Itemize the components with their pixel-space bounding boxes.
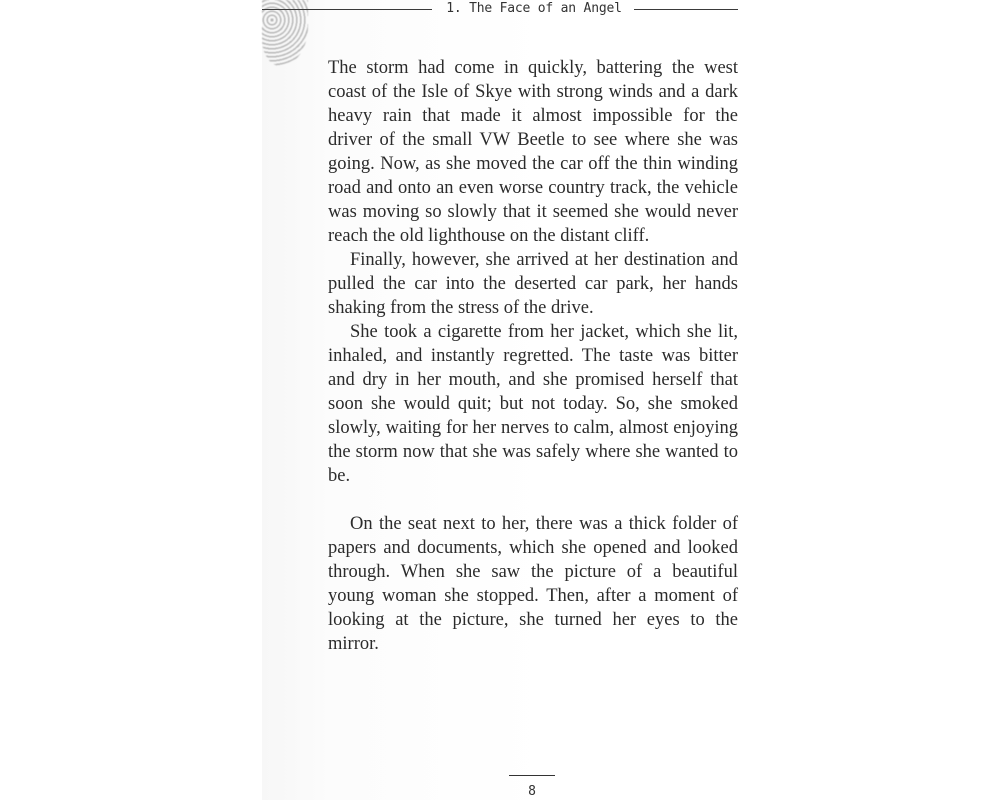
paragraph: On the seat next to her, there was a thick folder of papers and documents, which she opened and looked through. When she saw the picture of a beautiful young woman she stopped. Then, after a moment of looking at the picture, she turned her eyes to the mirror. [328, 514, 738, 654]
body-text [328, 56, 738, 656]
page-number: 8 [528, 784, 536, 799]
paragraph: The storm had come in quickly, battering the west coast of the Isle of Skye with strong winds and a dark heavy rain that made it almost impossible for the driver of the small VW Beetle to see where she was going. Now, as she moved the car off the thin winding road and onto an even worse country track, the vehicle was moving so slowly that it seemed she would never reach the old lighthouse on the distant cliff. [328, 58, 738, 246]
folio-rule [509, 775, 555, 776]
paragraph: She took a cigarette from her jacket, which she lit, inhaled, and instantly regretted. The taste was bitter and dry in her mouth, and she promised herself that soon she would quit; but not today. So, she smoked slowly, waiting for her nerves to calm, almost enjoying the storm now that she was safely where she wanted to be. [328, 322, 738, 486]
running-head: 1. The Face of an Angel [446, 1, 622, 16]
header-rule-right [634, 9, 738, 10]
book-page [262, 0, 738, 800]
header-rule-left [262, 9, 432, 10]
paragraph: Finally, however, she arrived at her destination and pulled the car into the deserted car park, her hands shaking from the stress of the drive. [328, 250, 738, 318]
